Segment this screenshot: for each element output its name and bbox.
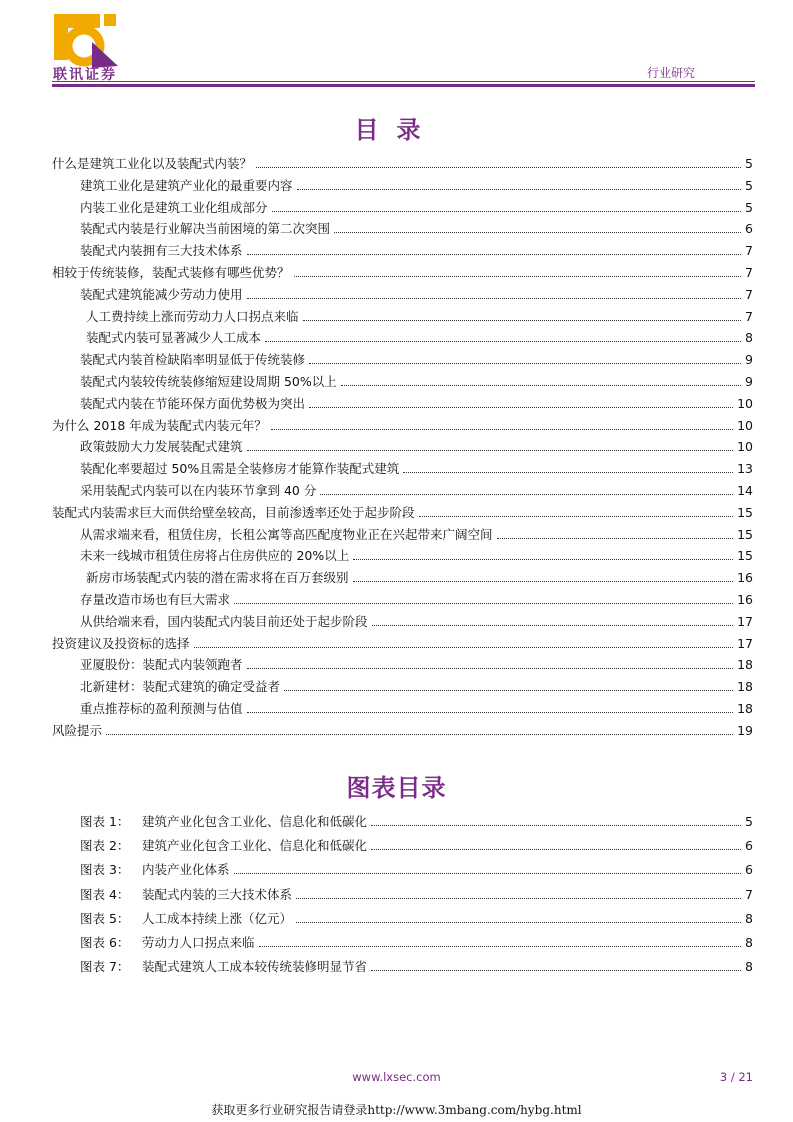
leader-dots [419,515,734,517]
toc-entry-page: 5 [745,199,753,215]
leader-dots [353,580,734,582]
figure-label: 劳动力人口拐点来临 [142,935,255,950]
figure-number: 图表 5： [80,910,130,926]
figure-number: 图表 2： [80,838,130,854]
leader-dots [371,848,741,850]
leader-dots [296,921,741,923]
toc-entry-page: 17 [737,635,753,651]
header-rule-thick [52,84,755,87]
leader-dots [403,471,733,473]
toc-entry-label: 未来一线城市租赁住房将占住房供应的 20%以上 [80,548,350,564]
figure-page: 5 [745,814,753,829]
toc-entry-label: 建筑工业化是建筑产业化的最重要内容 [80,177,293,193]
toc-entry[interactable] [52,155,753,173]
figure-number: 图表 6： [80,935,130,950]
figure-number: 图表 4： [80,886,130,902]
figure-entry[interactable] [80,934,753,952]
toc-entry-label: 为什么 2018 年成为装配式内装元年？ [52,417,267,433]
toc-entry-page: 7 [745,286,753,302]
leader-dots [371,824,741,826]
toc-entry-page: 15 [737,504,753,520]
toc-entry[interactable] [52,264,753,282]
toc-entry-page: 5 [745,156,753,171]
figure-number: 图表 7： [80,959,130,975]
leader-dots [341,384,741,386]
leader-dots [320,493,733,495]
toc-entry-page: 18 [737,679,753,695]
toc-entry-label: 装配式内装较传统装修缩短建设周期 50%以上 [80,374,337,389]
toc-entry-page: 6 [745,221,753,237]
toc-entry[interactable] [52,395,753,413]
toc-entry[interactable] [52,242,753,260]
leader-dots [194,646,734,648]
figure-label: 建筑产业化包含工业化、信息化和低碳化 [142,838,368,854]
toc-entry-page: 18 [737,701,753,716]
figure-entry[interactable] [80,837,753,855]
toc-entry-page: 7 [745,308,753,324]
logo-text: 联讯证券 [53,67,117,83]
toc-entry[interactable] [52,569,753,587]
toc-entry[interactable] [52,656,753,674]
figure-entry[interactable] [80,958,753,976]
toc-entry-label: 采用装配式内装可以在内装环节拿到 40 分 [80,483,317,498]
figure-page: 8 [745,959,753,975]
figure-number: 图表 3： [80,862,130,878]
toc-entry-label: 人工费持续上涨而劳动力人口拐点来临 [86,308,299,324]
toc-entry[interactable] [52,177,753,195]
toc-entry[interactable] [52,286,753,304]
leader-dots [372,624,734,626]
toc-entry[interactable] [52,308,753,326]
toc-entry-label: 北新建材：装配式建筑的确定受益者 [80,679,281,695]
leader-dots [265,340,741,342]
leader-dots [247,667,734,669]
leader-dots [303,319,742,321]
figure-page: 8 [745,935,753,950]
toc-entry-page: 10 [737,417,753,433]
toc-entry[interactable] [52,329,753,347]
toc-entry[interactable] [52,526,753,544]
toc-entry[interactable] [52,482,753,500]
toc-entry-label: 相较于传统装修，装配式装修有哪些优势？ [52,265,290,280]
figure-page: 6 [745,838,753,854]
toc-entry[interactable] [52,438,753,456]
leader-dots [271,428,733,430]
leader-dots [272,210,742,212]
leader-dots [334,231,741,233]
toc-entry[interactable] [52,460,753,478]
toc-entry-label: 装配式内装需求巨大而供给壁垒较高，目前渗透率还处于起步阶段 [52,504,415,520]
toc-entry[interactable] [52,547,753,565]
figure-page: 8 [745,910,753,926]
toc-entry-page: 10 [737,439,753,455]
leader-dots [247,297,742,299]
toc-entry-page: 15 [737,548,753,564]
figure-number: 图表 1： [80,814,130,829]
toc-entry-page: 17 [737,613,753,629]
leader-dots [353,558,733,560]
toc-entry-page: 16 [737,570,753,586]
toc-entry-label: 亚厦股份：装配式内装领跑者 [80,657,243,673]
leader-dots [234,872,742,874]
toc-entry-label: 装配式内装拥有三大技术体系 [80,243,243,259]
toc-entry-page: 15 [737,526,753,542]
toc-entry-page: 9 [745,374,753,389]
toc-entry-label: 从供给端来看，国内装配式内装目前还处于起步阶段 [80,613,368,629]
toc-entry-label: 从需求端来看，租赁住房，长租公寓等高匹配度物业正在兴起带来广阔空间 [80,526,493,542]
figure-label: 内装产业化体系 [142,862,230,878]
toc-entry[interactable] [52,373,753,391]
leader-dots [256,166,741,168]
toc-entry[interactable] [52,504,753,522]
figure-label: 建筑产业化包含工业化、信息化和低碳化 [142,814,368,829]
figure-entry[interactable] [80,910,753,928]
toc-entry-page: 18 [737,657,753,673]
toc-entry-page: 19 [737,722,753,738]
leader-dots [234,602,733,604]
toc-entry[interactable] [52,613,753,631]
figures-title: 图表目录 [346,774,447,802]
toc-entry-page: 7 [745,243,753,259]
toc-entry-label: 什么是建筑工业化以及装配式内装？ [52,156,253,171]
toc-entry-label: 装配式内装在节能环保方面优势极为突出 [80,395,306,411]
toc-entry-label: 装配式内装是行业解决当前困境的第二次突围 [80,221,331,237]
figure-entry[interactable] [80,813,753,831]
footer-url[interactable]: www.lxsec.com [352,1070,441,1084]
leader-dots [371,969,741,971]
leader-dots [284,689,733,691]
leader-dots [309,362,741,364]
toc-entry-label: 投资建议及投资标的选择 [52,635,190,651]
toc-entry[interactable] [52,417,753,435]
leader-dots [296,897,741,899]
bottom-note[interactable]: 获取更多行业研究报告请登录http://www.3mbang.com/hybg.html [211,1103,582,1117]
toc-entry[interactable] [52,635,753,653]
toc-entry-label: 新房市场装配式内装的潜在需求将在百万套级别 [86,570,349,586]
toc-entry-page: 14 [737,483,753,498]
toc-entry-label: 装配化率要超过 50%且需是全装修房才能算作装配式建筑 [80,461,400,477]
toc-entry-label: 重点推荐标的盈利预测与估值 [80,701,243,716]
leader-dots [247,253,742,255]
toc-entry[interactable] [52,678,753,696]
toc-entry-page: 5 [745,177,753,193]
toc-entry-page: 16 [737,592,753,607]
toc-entry-label: 装配式内装可显著减少人工成本 [86,330,262,346]
figure-label: 装配式内装的三大技术体系 [142,886,293,902]
toc-entry[interactable] [52,722,753,740]
page-number: 3 / 21 [719,1070,753,1084]
toc-entry-label: 政策鼓励大力发展装配式建筑 [80,439,243,455]
leader-dots [297,188,742,190]
figure-label: 人工成本持续上涨（亿元） [142,910,293,926]
toc-entry[interactable] [52,700,753,718]
toc-entry[interactable] [52,199,753,217]
figure-entry[interactable] [80,861,753,879]
toc-entry-label: 装配式内装首检缺陷率明显低于传统装修 [80,352,306,368]
toc-entry-page: 9 [745,352,753,368]
toc-entry-page: 7 [745,265,753,280]
toc-entry-label: 装配式建筑能减少劳动力使用 [80,286,243,302]
toc-title: 目录 [354,116,439,144]
toc-entry[interactable] [52,591,753,609]
figure-entry[interactable] [80,886,753,904]
leader-dots [294,275,742,277]
section-label: 行业研究 [646,66,695,80]
toc-entry-label: 存量改造市场也有巨大需求 [80,592,231,607]
leader-dots [106,733,733,735]
toc-entry[interactable] [52,220,753,238]
toc-entry-page: 8 [745,330,753,346]
leader-dots [497,537,734,539]
toc-entry-page: 13 [737,461,753,477]
figure-page: 7 [745,886,753,902]
leader-dots [259,945,742,947]
toc-entry-label: 内装工业化是建筑工业化组成部分 [80,199,268,215]
toc-entry-label: 风险提示 [52,722,103,738]
leader-dots [247,711,734,713]
toc-entry-page: 10 [737,395,753,411]
figure-label: 装配式建筑人工成本较传统装修明显节省 [142,959,368,975]
leader-dots [247,449,734,451]
toc-entry[interactable] [52,351,753,369]
leader-dots [309,406,733,408]
figure-page: 6 [745,862,753,878]
header-rule [52,81,755,82]
